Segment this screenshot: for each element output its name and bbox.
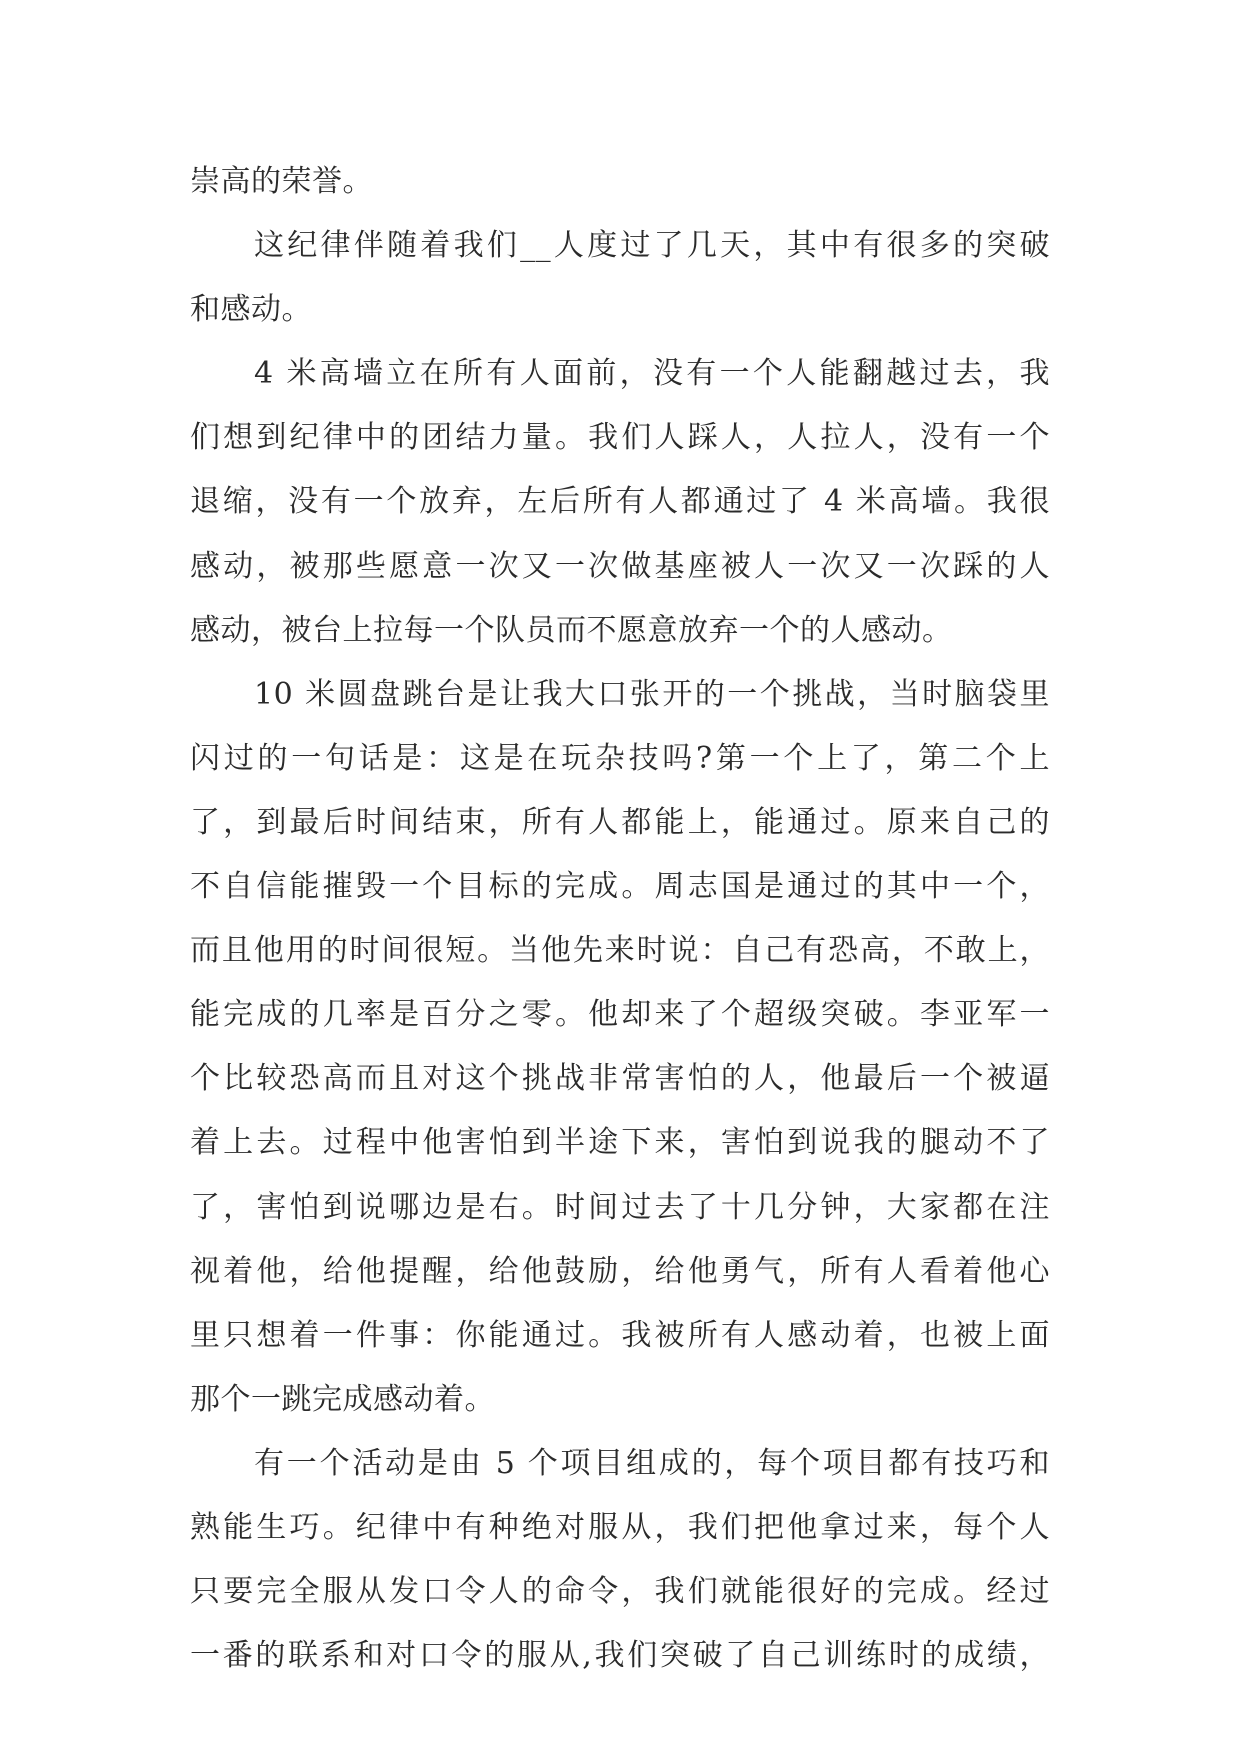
text-line: 闪过的一句话是：这是在玩杂技吗?第一个上了，第二个上 [190, 740, 1050, 776]
text-line: 而且他用的时间很短。当他先来时说：自己有恐高，不敢上， [190, 933, 1050, 969]
text-line: 了，害怕到说哪边是右。时间过去了十几分钟，大家都在注 [190, 1189, 1050, 1225]
text-line: 感动，被那些愿意一次又一次做基座被人一次又一次踩的人 [190, 548, 1050, 584]
text-line: 视着他，给他提醒，给他鼓励，给他勇气，所有人看着他心 [190, 1253, 1050, 1289]
text-line: 们想到纪律中的团结力量。我们人踩人，人拉人，没有一个 [190, 420, 1050, 456]
paragraph-first-line: 这纪律伴随着我们__人度过了几天，其中有很多的突破 [254, 228, 1050, 264]
paragraph-first-line: 10 米圆盘跳台是让我大口张开的一个挑战，当时脑袋里 [254, 676, 1050, 712]
text-line: 退缩，没有一个放弃，左后所有人都通过了 4 米高墙。我很 [190, 484, 1050, 520]
paragraph-first-line: 4 米高墙立在所有人面前，没有一个人能翻越过去，我 [254, 356, 1050, 392]
text-line: 着上去。过程中他害怕到半途下来，害怕到说我的腿动不了 [190, 1125, 1050, 1161]
text-line: 能完成的几率是百分之零。他却来了个超级突破。李亚军一 [190, 997, 1050, 1033]
text-line: 了，到最后时间结束，所有人都能上，能通过。原来自己的 [190, 804, 1050, 840]
text-line: 个比较恐高而且对这个挑战非常害怕的人，他最后一个被逼 [190, 1061, 1050, 1097]
paragraph-first-line: 有一个活动是由 5 个项目组成的，每个项目都有技巧和 [254, 1445, 1050, 1481]
text-line: 和感动。 [190, 292, 312, 328]
body-text [190, 150, 1050, 1688]
text-line: 里只想着一件事：你能通过。我被所有人感动着，也被上面 [190, 1317, 1050, 1353]
text-line: 一番的联系和对口令的服从,我们突破了自己训练时的成绩， [190, 1638, 1050, 1674]
text-line: 只要完全服从发口令人的命令，我们就能很好的完成。经过 [190, 1574, 1050, 1610]
text-line: 不自信能摧毁一个目标的完成。周志国是通过的其中一个， [190, 869, 1050, 905]
text-line: 崇高的荣誉。 [190, 164, 373, 199]
text-line: 感动，被台上拉每一个队员而不愿意放弃一个的人感动。 [190, 612, 953, 648]
text-line: 那个一跳完成感动着。 [190, 1381, 495, 1417]
text-line: 熟能生巧。纪律中有种绝对服从，我们把他拿过来，每个人 [190, 1509, 1050, 1545]
